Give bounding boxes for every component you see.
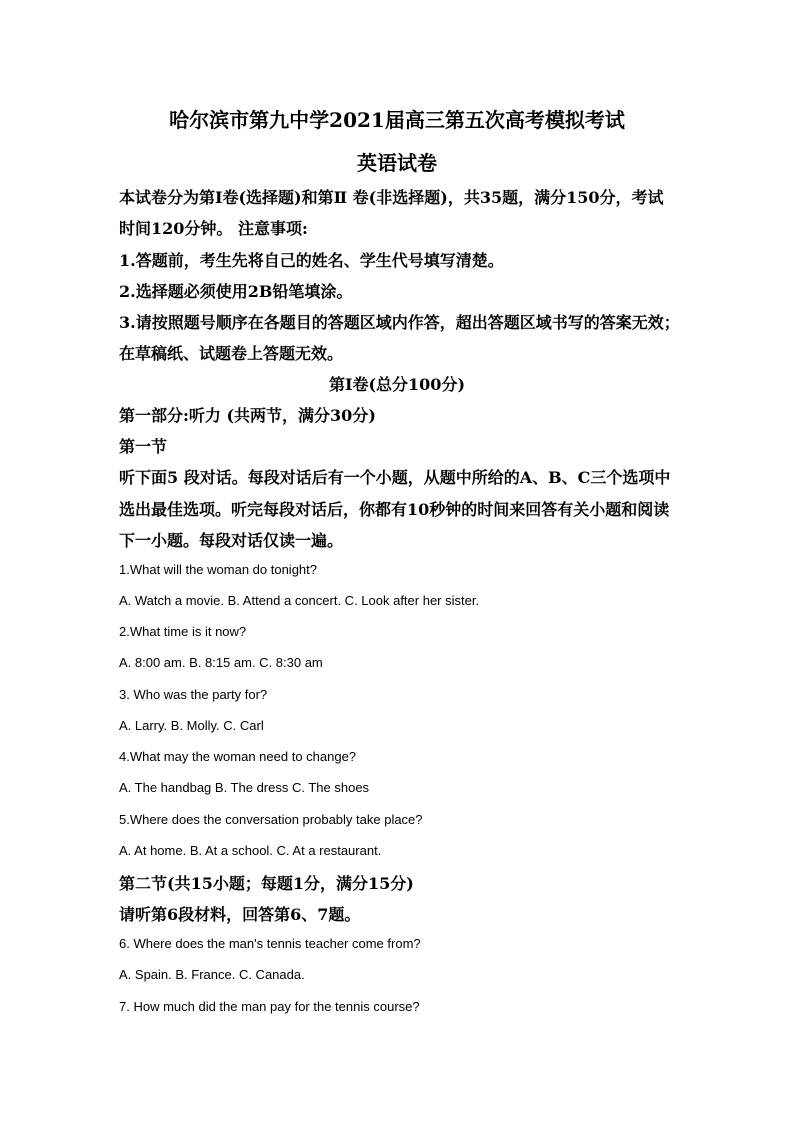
instruction-line-2: 选出最佳选项。听完每段对话后，你都有10秒钟的时间来回答有关小题和阅读 <box>119 500 670 519</box>
answer-options: A. Larry. B. Molly. C. Carl <box>119 718 264 733</box>
answer-options: A. At home. B. At a school. C. At a restaurant. <box>119 843 382 858</box>
question-text: 3. Who was the party for? <box>119 687 268 702</box>
exam-subtitle: 英语试卷 <box>357 151 437 175</box>
answer-options: A. 8:00 am. B. 8:15 am. C. 8:30 am <box>119 655 323 670</box>
part1-heading: 第Ⅰ卷(总分100分) <box>328 375 466 394</box>
answer-options: A. The handbag B. The dress C. The shoes <box>119 780 370 795</box>
intro-line-1: 本试卷分为第Ⅰ卷(选择题)和第Ⅱ 卷(非选择题)，共35题，满分150分，考试 <box>119 188 664 207</box>
note-line-1: 1.答题前，考生先将自己的姓名、学生代号填写清楚。 <box>119 251 504 270</box>
instruction-line-1: 听下面5 段对话。每段对话后有一个小题，从题中所给的A、B、C三个选项中 <box>119 468 671 487</box>
listening-section-title: 第一部分:听力 (共两节，满分30分) <box>119 406 376 425</box>
question-text: 7. How much did the man pay for the tennis course? <box>119 999 420 1014</box>
answer-options: A. Watch a movie. B. Attend a concert. C. Look after her sister. <box>119 593 480 608</box>
exam-title: 哈尔滨市第九中学2021届高三第五次高考模拟考试 <box>169 108 625 132</box>
question-text: 4.What may the woman need to change? <box>119 749 357 764</box>
instruction-line-3: 下一小题。每段对话仅读一遍。 <box>119 531 344 550</box>
note-line-3: 3.请按照题号顺序在各题目的答题区域内作答，超出答题区域书写的答案无效； <box>119 313 680 332</box>
section-2-instruction: 请听第6段材料，回答第6、7题。 <box>119 905 361 924</box>
question-text: 5.Where does the conversation probably take place? <box>119 812 423 827</box>
note-line-2: 2.选择题必须使用2B铅笔填涂。 <box>119 282 353 301</box>
answer-options: A. Spain. B. France. C. Canada. <box>119 967 305 982</box>
section-1-label: 第一节 <box>119 437 168 456</box>
question-text: 2.What time is it now? <box>119 624 247 639</box>
question-text: 6. Where does the man's tennis teacher come from? <box>119 936 421 951</box>
section-2-title: 第二节(共15小题；每题1分，满分15分) <box>119 874 414 893</box>
question-text: 1.What will the woman do tonight? <box>119 562 317 577</box>
note-line-4: 在草稿纸、试题卷上答题无效。 <box>119 344 344 363</box>
intro-line-2: 时间120分钟。 注意事项: <box>119 219 308 238</box>
